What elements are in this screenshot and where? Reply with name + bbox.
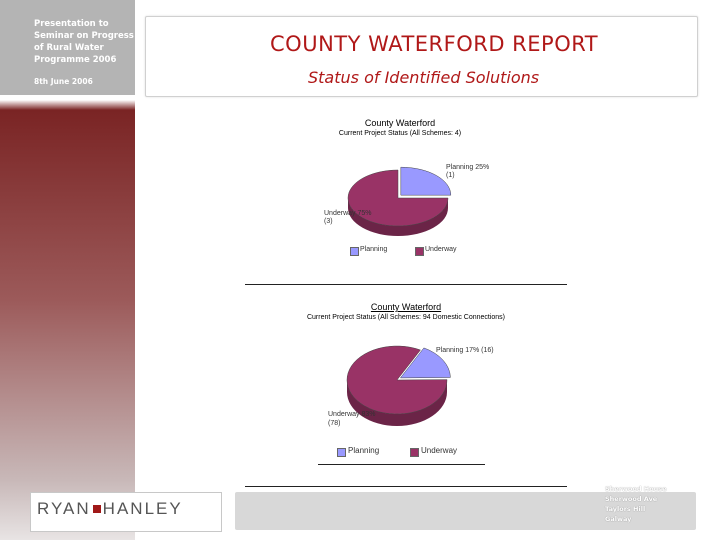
logo-text <box>37 499 183 519</box>
divider-3 <box>245 486 567 487</box>
chart-2-subtitle: Current Project Status (All Schemes: 94 Domestic Connections) <box>306 314 506 321</box>
address-line: Sherwood Ave <box>605 495 658 503</box>
chart-2-slice-label-planning: Planning 17% (16) <box>436 347 494 354</box>
chart-2-slice-label-underway: Underway 83% (78) <box>328 411 376 427</box>
sidebar-line: Presentation to <box>34 19 109 29</box>
chart-2-legend-underway: Underway <box>421 446 458 455</box>
address-line: Sherwood House <box>605 485 667 493</box>
chart-2 <box>282 292 530 467</box>
company-logo <box>30 492 222 532</box>
chart-2-legend-swatch-planning <box>337 448 346 457</box>
logo-right-text: HANLEY <box>102 499 183 518</box>
chart-2-svg <box>282 292 530 467</box>
page-title: COUNTY WATERFORD REPORT <box>270 32 599 56</box>
chart-1-legend-swatch-planning <box>350 247 359 256</box>
sidebar-line: of Rural Water <box>34 43 104 53</box>
chart-1-slice-label-underway: Underway 75% (3) <box>324 210 372 225</box>
chart-1 <box>300 112 500 282</box>
chart-1-subtitle: Current Project Status (All Schemes: 4) <box>338 130 462 137</box>
sidebar-date: 8th June 2006 <box>34 77 93 86</box>
chart-1-title: County Waterford <box>364 118 436 128</box>
chart-1-svg <box>300 112 500 282</box>
divider-1 <box>245 284 567 285</box>
chart-1-legend-underway: Underway <box>425 246 457 253</box>
sidebar-line: Seminar on Progress <box>34 31 134 41</box>
chart-2-legend-swatch-underway <box>410 448 419 457</box>
address-line: Taylors Hill <box>605 505 646 513</box>
chart-1-legend-planning: Planning <box>360 246 388 253</box>
chart-2-legend-planning: Planning <box>348 446 380 455</box>
chart-1-slice-planning <box>401 167 451 195</box>
chart-2-title: County Waterford <box>370 302 442 312</box>
company-address <box>605 484 667 524</box>
address-line: Galway <box>605 515 632 523</box>
sidebar-caption <box>0 0 135 95</box>
logo-left-text: RYAN <box>37 499 91 518</box>
logo-square-icon <box>93 505 101 513</box>
sidebar-line: Programme 2006 <box>34 55 117 65</box>
chart-1-legend-swatch-underway <box>415 247 424 256</box>
chart-1-slice-label-planning: Planning 25% (1) <box>446 164 490 179</box>
page-subtitle: Status of Identified Solutions <box>308 68 540 87</box>
divider-2 <box>318 464 485 465</box>
